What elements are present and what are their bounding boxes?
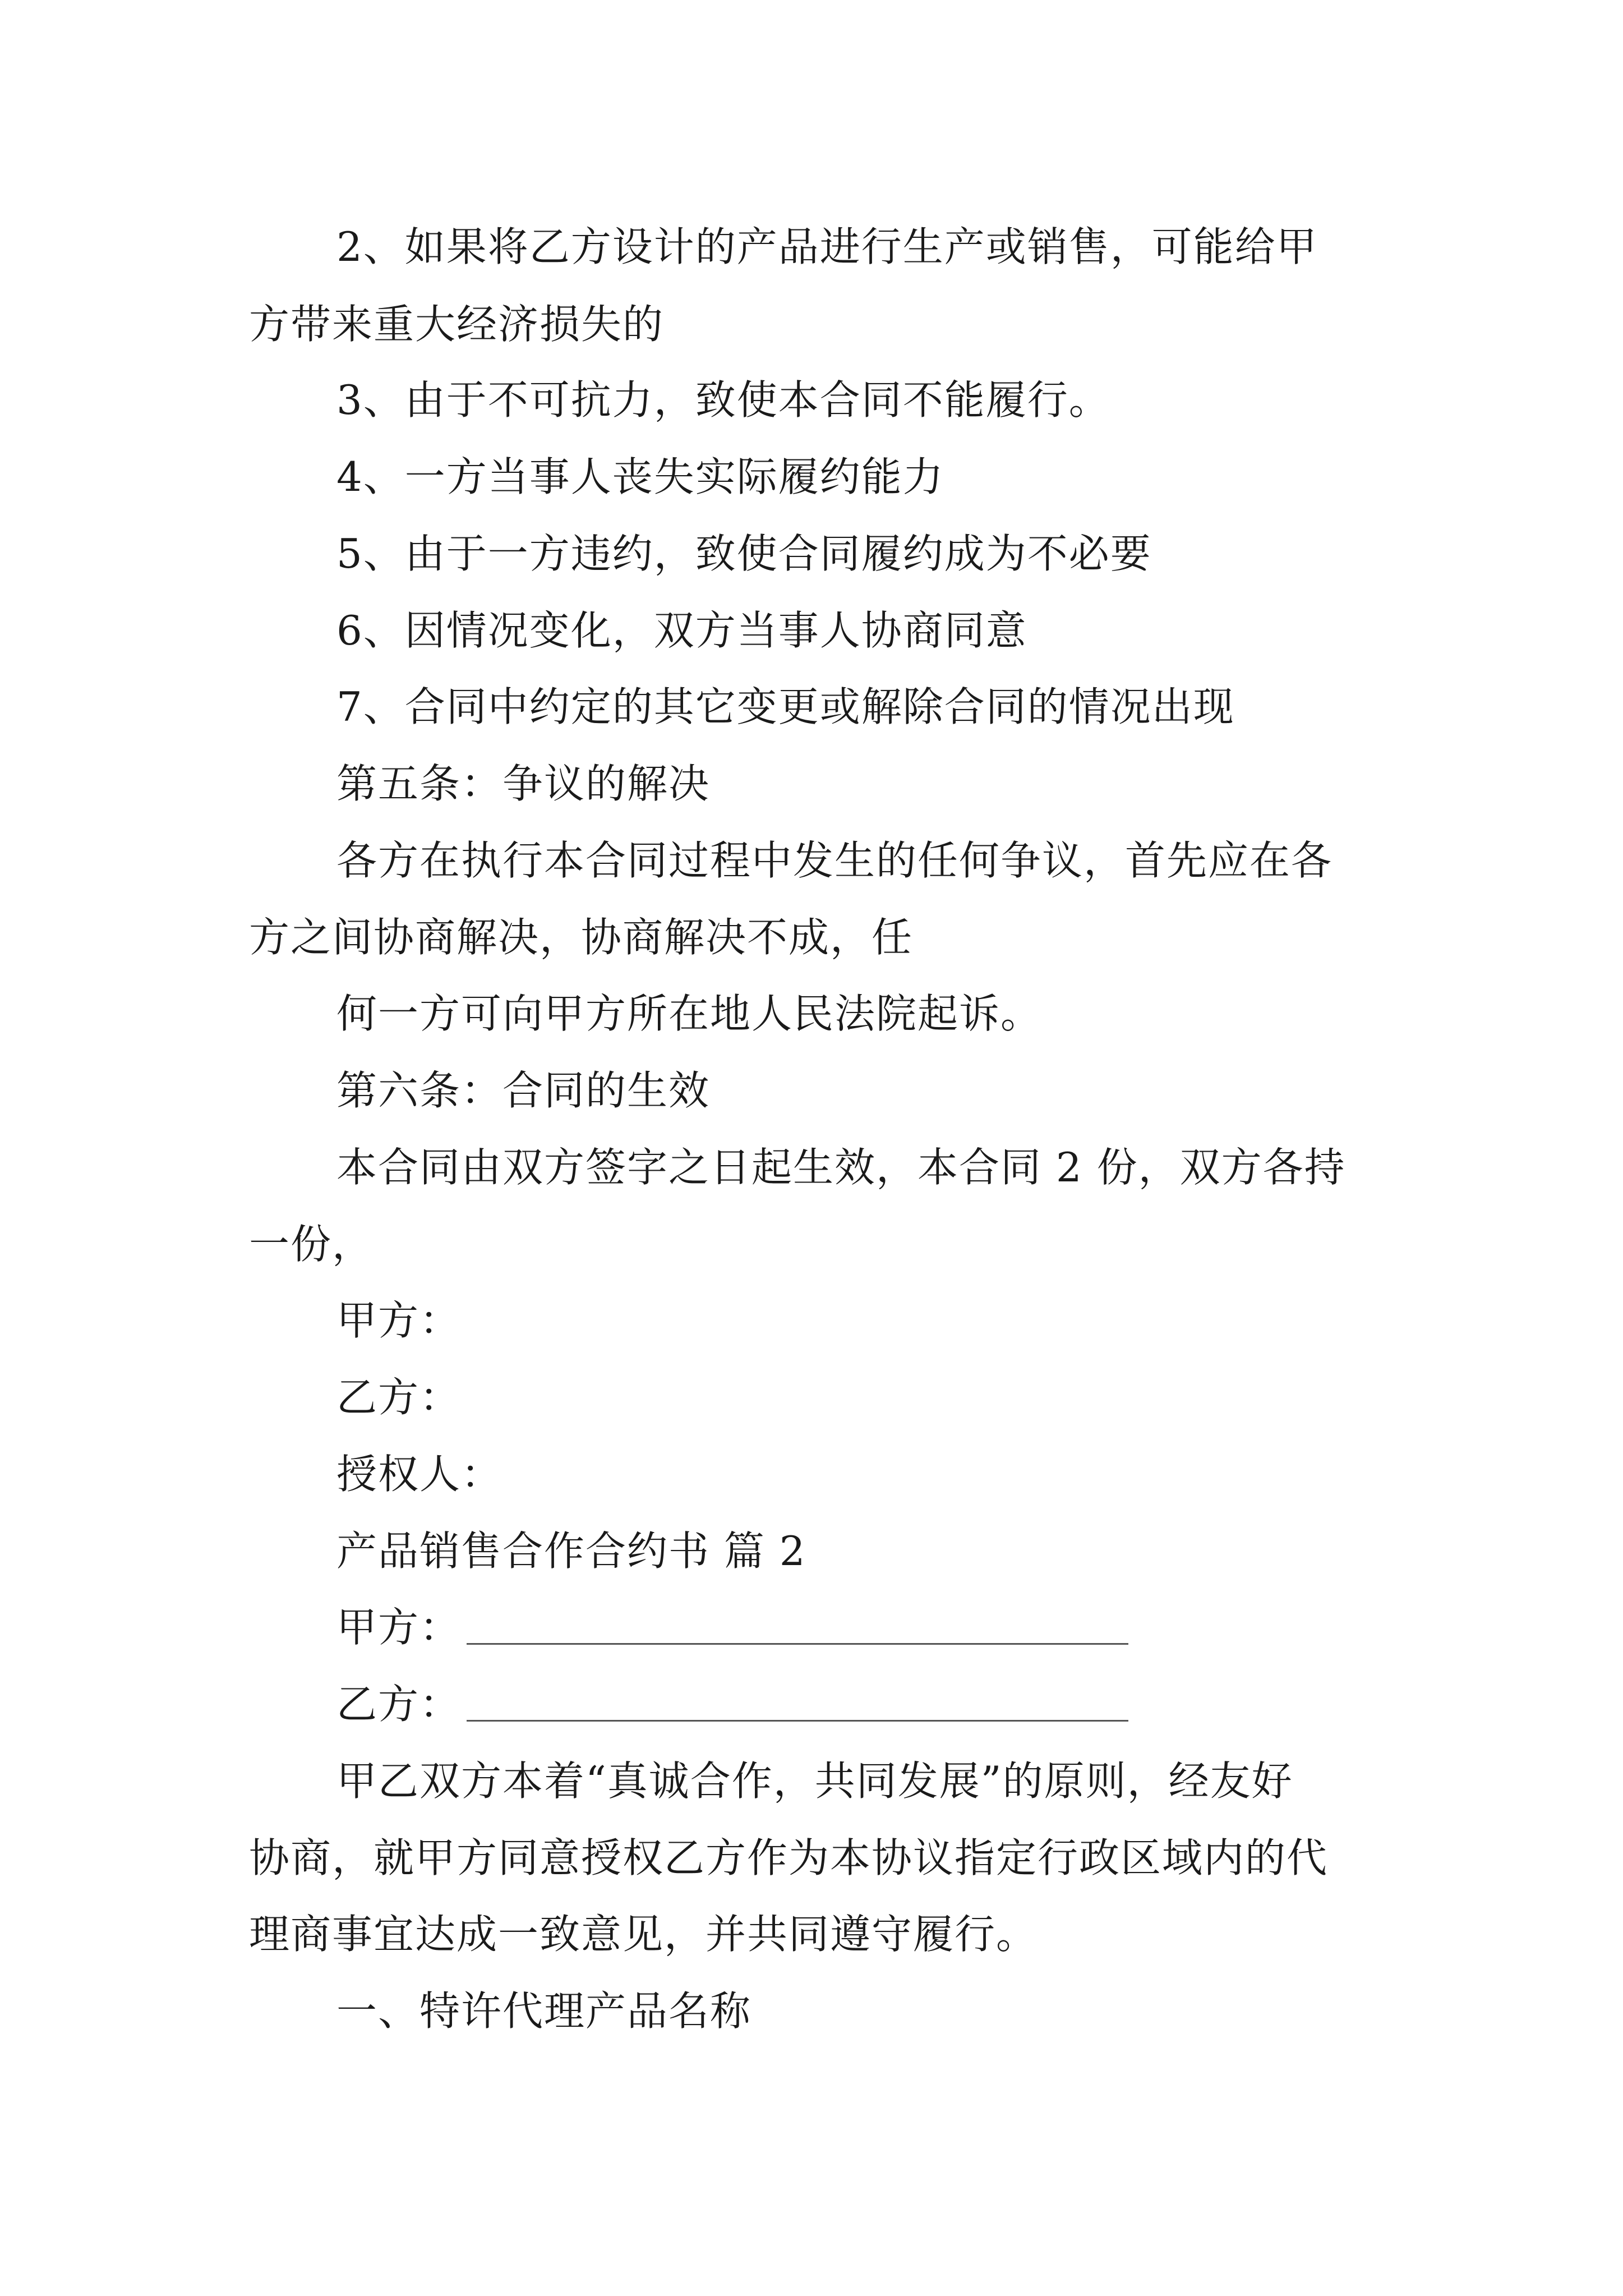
party-a-field-row — [336, 1599, 1402, 1655]
party-a-signature-label: 甲方： — [336, 1297, 462, 1344]
article-6-paragraph-continued: 一份， — [249, 1221, 374, 1268]
clause-item-6: 6、因情况变化，双方当事人协商同意 — [336, 607, 1027, 654]
clause-item-4: 4、一方当事人丧失实际履约能力 — [336, 453, 944, 500]
party-b-signature-label: 乙方： — [336, 1374, 462, 1421]
article-5-paragraph-continued: 方之间协商解决，协商解决不成，任 — [249, 914, 914, 961]
article-5-heading: 第五条：争议的解决 — [336, 760, 711, 807]
authorized-person-label: 授权人： — [336, 1451, 503, 1498]
section-title-part-2: 产品销售合作合约书 篇 2 — [336, 1527, 806, 1575]
intro-paragraph-continued-2: 理商事宜达成一致意见，并共同遵守履行。 — [249, 1911, 1038, 1958]
party-a-label: 甲方： — [336, 1604, 462, 1651]
party-a-blank-line — [467, 1641, 1128, 1645]
party-b-label: 乙方： — [336, 1681, 462, 1728]
article-6-heading: 第六条：合同的生效 — [336, 1067, 711, 1114]
intro-paragraph-continued-1: 协商，就甲方同意授权乙方作为本协议指定行政区域内的代 — [249, 1834, 1329, 1881]
article-5-paragraph-end: 何一方可向甲方所在地人民法院起诉。 — [336, 990, 1043, 1037]
clause-item-2-continued: 方带来重大经济损失的 — [249, 301, 665, 348]
article-6-paragraph: 本合同由双方签字之日起生效，本合同 2 份，双方各持 — [336, 1144, 1346, 1191]
clause-item-3: 3、由于不可抗力，致使本合同不能履行。 — [336, 376, 1110, 424]
party-b-blank-line — [467, 1718, 1128, 1722]
clause-item-7: 7、合同中约定的其它变更或解除合同的情况出现 — [336, 683, 1235, 730]
article-5-paragraph: 各方在执行本合同过程中发生的任何争议，首先应在各 — [336, 837, 1333, 884]
intro-paragraph: 甲乙双方本着“真诚合作，共同发展”的原则，经友好 — [336, 1757, 1293, 1805]
clause-item-2: 2、如果将乙方设计的产品进行生产或销售，可能给甲 — [336, 223, 1318, 270]
section-heading-product-name: 一、特许代理产品名称 — [336, 1987, 752, 2035]
party-b-field-row — [336, 1676, 1402, 1732]
clause-item-5: 5、由于一方违约，致使合同履约成为不必要 — [336, 530, 1152, 577]
